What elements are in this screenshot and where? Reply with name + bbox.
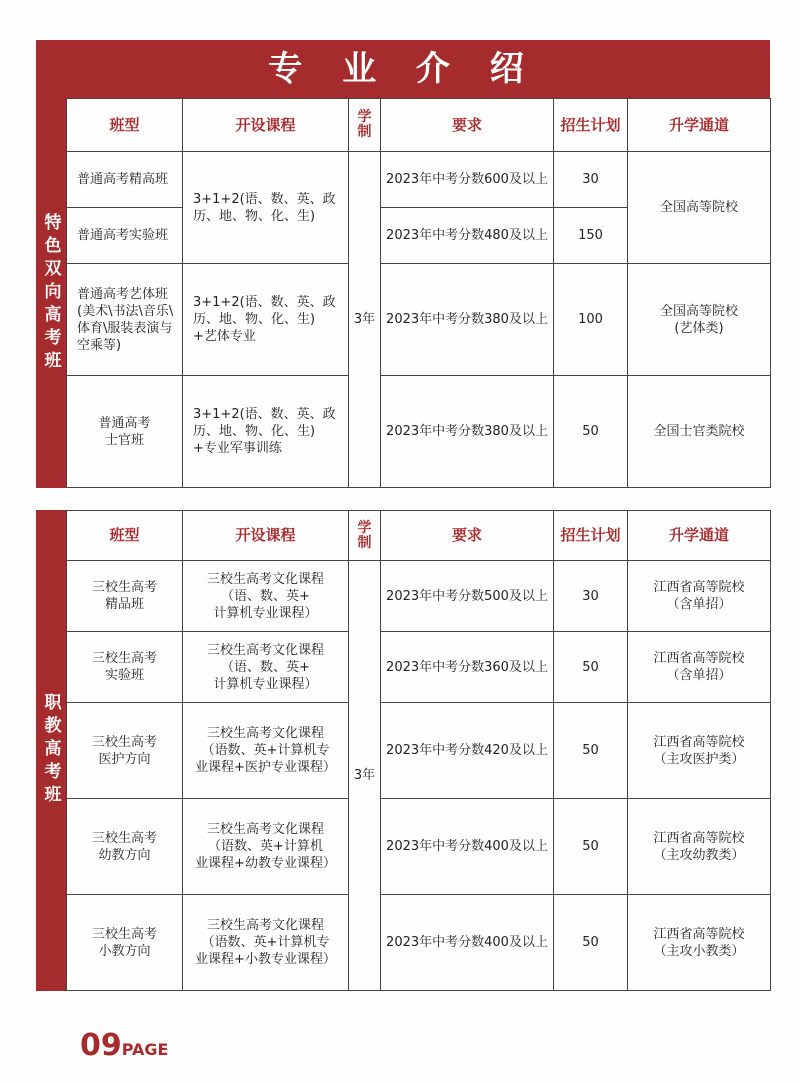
page-word: PAGE bbox=[121, 1040, 169, 1059]
cell-class-type: 普通高考 士官班 bbox=[67, 376, 183, 488]
cell-enrollment: 50 bbox=[554, 799, 628, 895]
cell-class-type: 三校生高考 实验班 bbox=[67, 632, 183, 703]
header-class-type: 班型 bbox=[67, 99, 183, 152]
cell-enrollment: 30 bbox=[554, 152, 628, 208]
header-duration: 学 制 bbox=[349, 511, 381, 561]
cell-requirement: 2023年中考分数420及以上 bbox=[381, 703, 554, 799]
cell-pathway: 全国高等院校 bbox=[628, 152, 771, 264]
cell-class-type: 普通高考艺体班 (美术\书法\音乐\ 体育\服装表演与 空乘等) bbox=[67, 264, 183, 376]
cell-requirement: 2023年中考分数480及以上 bbox=[381, 208, 554, 264]
cell-courses: 三校生高考文化课程 （语数、英+计算机专 业课程+医护专业课程） bbox=[183, 703, 349, 799]
cell-courses: 3+1+2(语、数、英、政 历、地、物、化、生) +专业军事训练 bbox=[183, 376, 349, 488]
cell-pathway: 全国高等院校 (艺体类) bbox=[628, 264, 771, 376]
cell-courses: 三校生高考文化课程 （语、数、英+ 计算机专业课程） bbox=[183, 561, 349, 632]
table-row bbox=[67, 703, 771, 799]
cell-pathway: 全国士官类院校 bbox=[628, 376, 771, 488]
cell-duration: 3年 bbox=[349, 561, 381, 991]
header-class-type: 班型 bbox=[67, 511, 183, 561]
cell-enrollment: 50 bbox=[554, 632, 628, 703]
cell-courses: 3+1+2(语、数、英、政 历、地、物、化、生) +艺体专业 bbox=[183, 264, 349, 376]
cell-class-type: 三校生高考 幼教方向 bbox=[67, 799, 183, 895]
table-row bbox=[67, 264, 771, 376]
section-vocational bbox=[36, 510, 770, 991]
table-header-row bbox=[67, 99, 771, 152]
cell-requirement: 2023年中考分数400及以上 bbox=[381, 895, 554, 991]
page-number-value: 09 bbox=[80, 1028, 122, 1063]
section-label-text: 职教高考班 bbox=[40, 693, 61, 808]
header-enrollment: 招生计划 bbox=[554, 511, 628, 561]
table-row bbox=[67, 152, 771, 208]
cell-requirement: 2023年中考分数500及以上 bbox=[381, 561, 554, 632]
header-pathway: 升学通道 bbox=[628, 511, 771, 561]
cell-enrollment: 50 bbox=[554, 703, 628, 799]
cell-pathway: 江西省高等院校 （含单招） bbox=[628, 632, 771, 703]
table-row bbox=[67, 561, 771, 632]
cell-enrollment: 100 bbox=[554, 264, 628, 376]
program-table bbox=[66, 98, 771, 488]
cell-requirement: 2023年中考分数400及以上 bbox=[381, 799, 554, 895]
cell-class-type: 三校生高考 小教方向 bbox=[67, 895, 183, 991]
cell-enrollment: 30 bbox=[554, 561, 628, 632]
header-requirement: 要求 bbox=[381, 511, 554, 561]
cell-courses: 三校生高考文化课程 （语数、英+计算机 业课程+幼教专业课程） bbox=[183, 799, 349, 895]
header-courses: 开设课程 bbox=[183, 99, 349, 152]
table-row bbox=[67, 895, 771, 991]
header-pathway: 升学通道 bbox=[628, 99, 771, 152]
section-label bbox=[36, 98, 66, 488]
section-label-text: 特色双向高考班 bbox=[40, 212, 61, 374]
cell-courses: 3+1+2(语、数、英、政 历、地、物、化、生) bbox=[183, 152, 349, 264]
cell-pathway: 江西省高等院校 （主攻小教类） bbox=[628, 895, 771, 991]
cell-class-type: 三校生高考 精品班 bbox=[67, 561, 183, 632]
cell-requirement: 2023年中考分数600及以上 bbox=[381, 152, 554, 208]
cell-class-type: 三校生高考 医护方向 bbox=[67, 703, 183, 799]
program-table bbox=[66, 510, 771, 991]
table-row bbox=[67, 632, 771, 703]
table-header-row bbox=[67, 511, 771, 561]
cell-duration: 3年 bbox=[349, 152, 381, 488]
table-row bbox=[67, 799, 771, 895]
cell-requirement: 2023年中考分数360及以上 bbox=[381, 632, 554, 703]
cell-class-type: 普通高考精高班 bbox=[67, 152, 183, 208]
header-courses: 开设课程 bbox=[183, 511, 349, 561]
cell-pathway: 江西省高等院校 （主攻幼教类） bbox=[628, 799, 771, 895]
header-enrollment: 招生计划 bbox=[554, 99, 628, 152]
cell-pathway: 江西省高等院校 （含单招） bbox=[628, 561, 771, 632]
cell-enrollment: 50 bbox=[554, 895, 628, 991]
section-label bbox=[36, 510, 66, 991]
cell-courses: 三校生高考文化课程 （语数、英+计算机专 业课程+小教专业课程） bbox=[183, 895, 349, 991]
cell-pathway: 江西省高等院校 （主攻医护类） bbox=[628, 703, 771, 799]
table-row bbox=[67, 376, 771, 488]
cell-class-type: 普通高考实验班 bbox=[67, 208, 183, 264]
header-duration: 学 制 bbox=[349, 99, 381, 152]
cell-enrollment: 150 bbox=[554, 208, 628, 264]
page-number bbox=[80, 1028, 168, 1063]
cell-enrollment: 50 bbox=[554, 376, 628, 488]
section-special-dual bbox=[36, 98, 770, 488]
cell-requirement: 2023年中考分数380及以上 bbox=[381, 376, 554, 488]
header-requirement: 要求 bbox=[381, 99, 554, 152]
cell-courses: 三校生高考文化课程 （语、数、英+ 计算机专业课程） bbox=[183, 632, 349, 703]
page-title: 专 业 介 绍 bbox=[36, 40, 770, 98]
cell-requirement: 2023年中考分数380及以上 bbox=[381, 264, 554, 376]
